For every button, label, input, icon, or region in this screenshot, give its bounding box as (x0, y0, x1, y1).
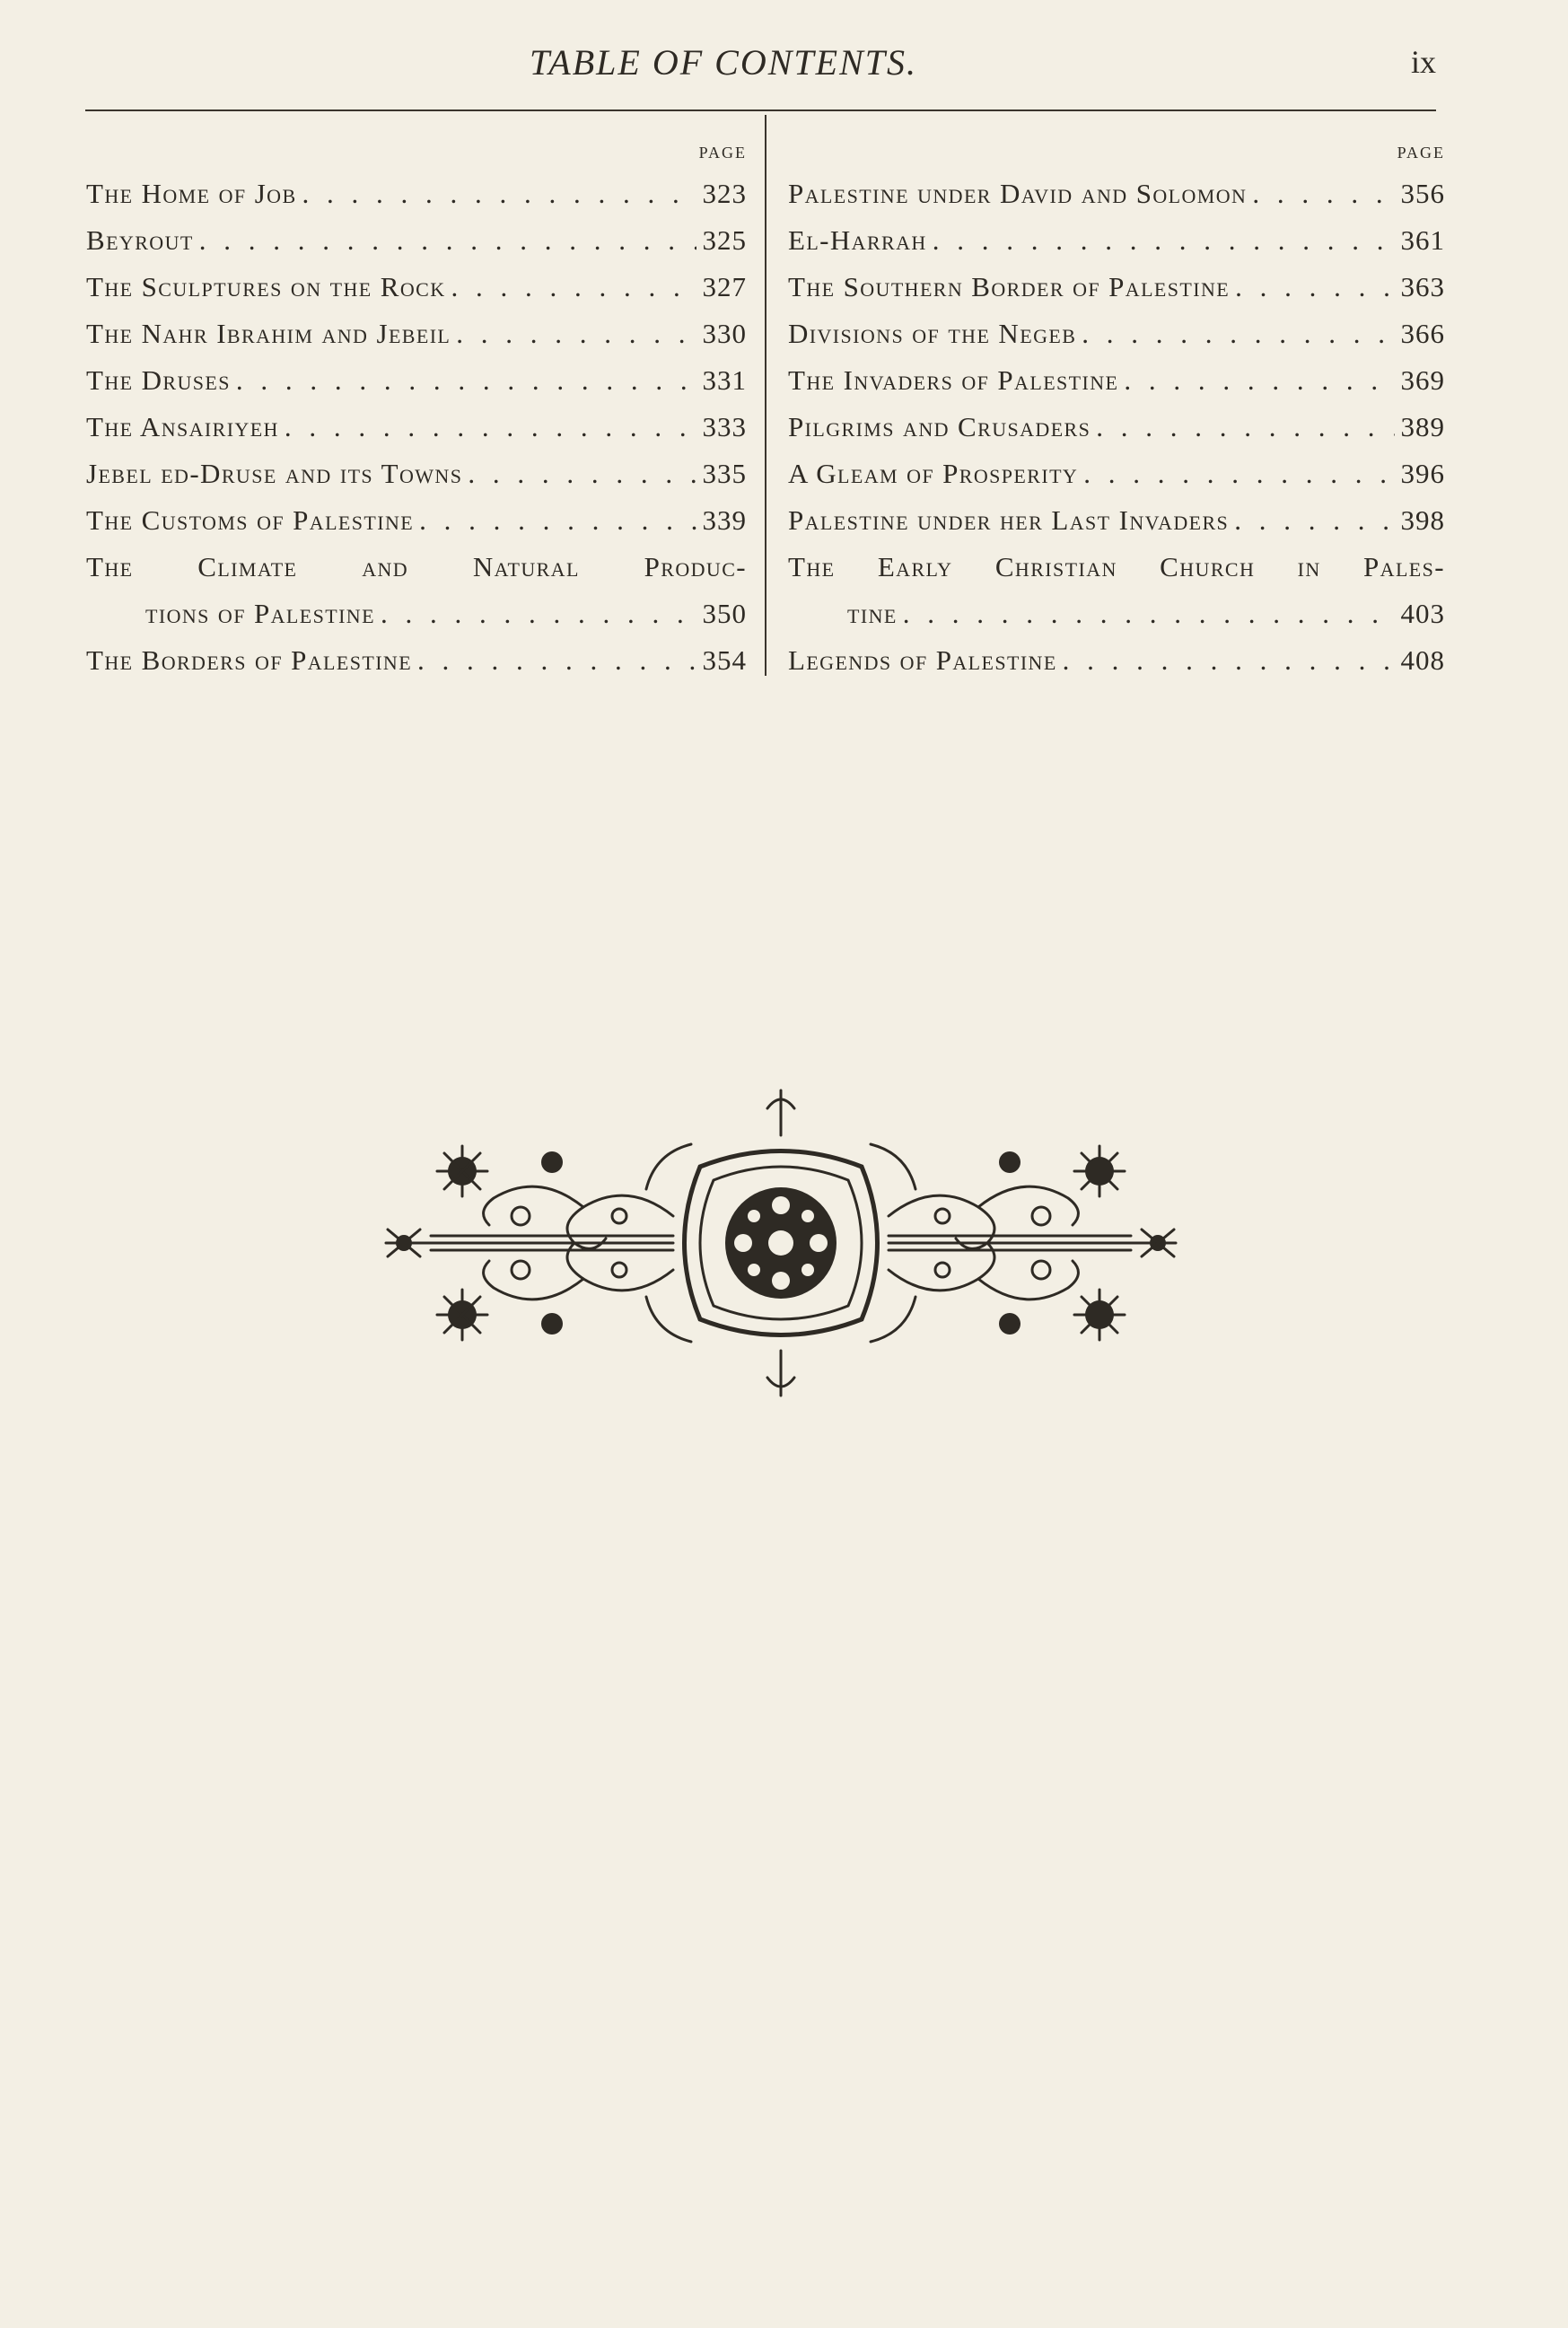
leader-dots (419, 497, 696, 544)
toc-entry-page: 403 (1400, 598, 1445, 629)
toc-entry-page: 333 (702, 411, 747, 442)
toc-entry[interactable] (86, 637, 747, 684)
toc-entry[interactable] (788, 497, 1445, 544)
toc-entry-page: 335 (702, 458, 747, 489)
toc-entry-continuation[interactable] (86, 591, 747, 637)
toc-entry[interactable] (86, 357, 747, 404)
page-column-heading: PAGE (698, 144, 747, 162)
leader-dots (199, 217, 696, 264)
toc-entry-page: 369 (1400, 364, 1445, 396)
toc-entry-page: 354 (702, 644, 747, 676)
toc-entry-first-line[interactable] (86, 544, 747, 591)
leader-dots (451, 264, 696, 311)
toc-entry-title: El-Harrah (788, 224, 927, 256)
toc-entry-title: The Ansairiyeh (86, 411, 279, 442)
leader-dots (903, 591, 1395, 637)
toc-entry[interactable] (788, 171, 1445, 217)
toc-entry-page: 356 (1400, 178, 1445, 209)
toc-entry-page: 398 (1400, 504, 1445, 536)
floral-tailpiece-ornament-icon (377, 1081, 1185, 1405)
leader-dots (1083, 451, 1395, 497)
toc-entry-title: Divisions of the Negeb (788, 318, 1077, 349)
toc-entry-title: The Borders of Palestine (86, 644, 413, 676)
toc-entry-title: Palestine under her Last Invaders (788, 504, 1230, 536)
contents-column-left (86, 135, 747, 684)
page-column-heading: PAGE (1397, 144, 1445, 162)
contents-column-right (788, 135, 1445, 684)
leader-dots (1096, 404, 1395, 451)
toc-entry[interactable] (86, 311, 747, 357)
toc-entry-title: Pilgrims and Crusaders (788, 411, 1091, 442)
toc-entry-page: 389 (1400, 411, 1445, 442)
leader-dots (302, 171, 696, 217)
leader-dots (1082, 311, 1395, 357)
toc-entry-page: 323 (702, 178, 747, 209)
toc-entry-page: 396 (1400, 458, 1445, 489)
toc-entry[interactable] (788, 311, 1445, 357)
leader-dots (1234, 497, 1395, 544)
toc-entry[interactable] (788, 217, 1445, 264)
toc-entry-title: Legends of Palestine (788, 644, 1057, 676)
toc-entry-page: 361 (1400, 224, 1445, 256)
toc-entry-title: The Nahr Ibrahim and Jebeil (86, 318, 451, 349)
toc-entry-page: 331 (702, 364, 747, 396)
toc-entry[interactable] (788, 404, 1445, 451)
toc-entry[interactable] (788, 451, 1445, 497)
leader-dots (456, 311, 696, 357)
toc-entry[interactable] (788, 264, 1445, 311)
leader-dots (1235, 264, 1395, 311)
toc-entry-page: 363 (1400, 271, 1445, 302)
toc-entry-page: 325 (702, 224, 747, 256)
toc-entry-page: 408 (1400, 644, 1445, 676)
toc-entry[interactable] (86, 497, 747, 544)
leader-dots (285, 404, 696, 451)
toc-entry-page: 339 (702, 504, 747, 536)
toc-entry-title: Jebel ed-Druse and its Towns (86, 458, 463, 489)
toc-entry[interactable] (86, 404, 747, 451)
page-title: TABLE OF CONTENTS. (530, 42, 917, 83)
toc-entry-title: The Early Christian Church in Pales- (788, 551, 1445, 582)
toc-entry-title: tine (847, 598, 898, 629)
header-rule (85, 109, 1436, 111)
toc-entry-title: The Invaders of Palestine (788, 364, 1119, 396)
toc-entry[interactable] (86, 264, 747, 311)
toc-entry-title: The Home of Job (86, 178, 297, 209)
leader-dots (933, 217, 1395, 264)
toc-entry-title: The Southern Border of Palestine (788, 271, 1231, 302)
toc-entry-page: 330 (702, 318, 747, 349)
leader-dots (1063, 637, 1395, 684)
page-number: ix (1411, 44, 1437, 80)
leader-dots (1124, 357, 1395, 404)
toc-entry-title: The Climate and Natural Produc- (86, 551, 747, 582)
toc-entry[interactable] (788, 637, 1445, 684)
toc-entry-page: 327 (702, 271, 747, 302)
running-head (0, 36, 1568, 90)
toc-entry-first-line[interactable] (788, 544, 1445, 591)
column-divider (765, 115, 766, 676)
toc-entry[interactable] (86, 451, 747, 497)
toc-entry-continuation[interactable] (788, 591, 1445, 637)
toc-entry-title: The Druses (86, 364, 231, 396)
toc-entry-title: The Customs of Palestine (86, 504, 415, 536)
leader-dots (1252, 171, 1395, 217)
toc-entry-title: A Gleam of Prosperity (788, 458, 1079, 489)
toc-entry[interactable] (86, 217, 747, 264)
toc-entry[interactable] (788, 357, 1445, 404)
leader-dots (381, 591, 696, 637)
toc-entry-page: 350 (702, 598, 747, 629)
toc-entry-title: The Sculptures on the Rock (86, 271, 446, 302)
leader-dots (236, 357, 696, 404)
toc-entry-page: 366 (1400, 318, 1445, 349)
toc-entry-title: Beyrout (86, 224, 194, 256)
leader-dots (417, 637, 696, 684)
toc-entry-title: tions of Palestine (145, 598, 375, 629)
toc-entry[interactable] (86, 171, 747, 217)
leader-dots (468, 451, 696, 497)
toc-entry-title: Palestine under David and Solomon (788, 178, 1248, 209)
